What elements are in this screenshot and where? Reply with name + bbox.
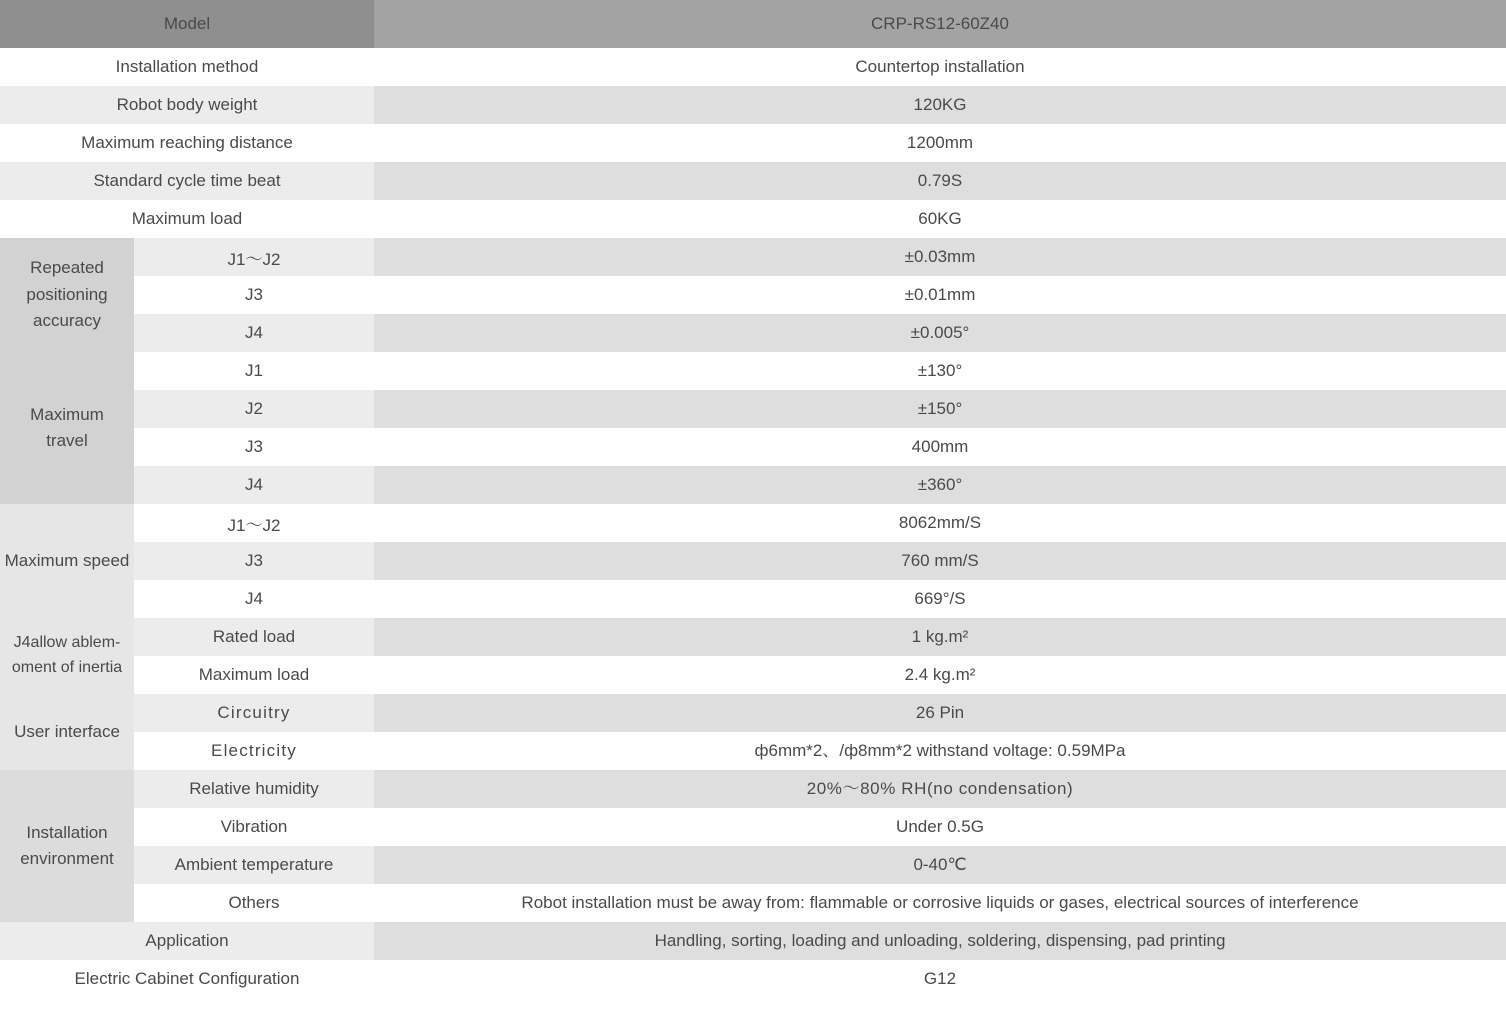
table-row: [0, 694, 1506, 732]
group-label-max-travel: [0, 352, 134, 504]
sub-value: Under 0.5G: [374, 808, 1506, 846]
row-label: Maximum reaching distance: [0, 124, 374, 162]
sub-value: ±0.01mm: [374, 276, 1506, 314]
sub-value: 1 kg.m²: [374, 618, 1506, 656]
group-line: travel: [46, 431, 88, 450]
sub-value: ±0.03mm: [374, 238, 1506, 276]
sub-label: J4: [134, 466, 374, 504]
row-value: 120KG: [374, 86, 1506, 124]
group-line: User interface: [14, 721, 120, 741]
table-row: [0, 276, 1506, 314]
row-value: Countertop installation: [374, 48, 1506, 86]
sub-label: Relative humidity: [134, 770, 374, 808]
table-row: [0, 542, 1506, 580]
table-row: [0, 124, 1506, 162]
table-row: [0, 86, 1506, 124]
row-value: 60KG: [374, 200, 1506, 238]
sub-value: 8062mm/S: [374, 504, 1506, 542]
group-line: Maximum: [30, 404, 104, 424]
sub-label: J3: [134, 542, 374, 580]
sub-value: ±0.005°: [374, 314, 1506, 352]
group-line: J4allow ablem-: [13, 634, 121, 652]
table-row: [0, 580, 1506, 618]
table-header-row: [0, 0, 1506, 48]
sub-value: 669°/S: [374, 580, 1506, 618]
sub-label: J2: [134, 390, 374, 428]
sub-label: J1～J2: [134, 504, 374, 542]
table-row: [0, 618, 1506, 656]
table-row: [0, 162, 1506, 200]
group-label-max-speed: [0, 504, 134, 618]
group-line: accuracy: [32, 311, 102, 331]
group-line: oment of inertia: [11, 659, 123, 676]
group-label-install-environment: [0, 770, 134, 922]
table-row: [0, 960, 1506, 998]
row-label: Robot body weight: [0, 86, 374, 124]
table-row: [0, 770, 1506, 808]
sub-value: 2.4 kg.m²: [374, 656, 1506, 694]
sub-label: J1～J2: [134, 238, 374, 276]
group-line: Repeated: [30, 258, 104, 278]
table-row: [0, 390, 1506, 428]
sub-value: 400mm: [374, 428, 1506, 466]
table-row: [0, 466, 1506, 504]
sub-value: ±360°: [374, 466, 1506, 504]
table-row: [0, 352, 1506, 390]
table-row: [0, 846, 1506, 884]
sub-value: 0-40℃: [374, 846, 1506, 884]
row-label: Electric Cabinet Configuration: [0, 960, 374, 998]
group-line: Maximum speed: [4, 550, 130, 570]
row-value: 1200mm: [374, 124, 1506, 162]
sub-label: J4: [134, 580, 374, 618]
sub-value: 760 mm/S: [374, 542, 1506, 580]
group-line: Installation: [26, 822, 108, 842]
table-row: [0, 504, 1506, 542]
row-value: G12: [374, 960, 1506, 998]
sub-label: Ambient temperature: [134, 846, 374, 884]
sub-label: J1: [134, 352, 374, 390]
row-value: Handling, sorting, loading and unloading, soldering, dispensing, pad printing: [374, 922, 1506, 960]
sub-value: 26 Pin: [374, 694, 1506, 732]
table-row: [0, 48, 1506, 86]
group-label-inertia: [0, 618, 134, 694]
row-label: Maximum load: [0, 200, 374, 238]
table-row: [0, 922, 1506, 960]
sub-value: ±130°: [374, 352, 1506, 390]
sub-label: J3: [134, 428, 374, 466]
table-row: [0, 238, 1506, 276]
sub-label: J4: [134, 314, 374, 352]
header-model-label: Model: [0, 0, 374, 48]
group-label-user-interface: [0, 694, 134, 770]
table-row: [0, 200, 1506, 238]
group-line: positioning: [26, 284, 108, 304]
sub-label: J3: [134, 276, 374, 314]
sub-label: Rated load: [134, 618, 374, 656]
sub-label: Electricity: [134, 732, 374, 770]
group-line: environment: [20, 849, 114, 868]
sub-value: ±150°: [374, 390, 1506, 428]
sub-value: 20%～80% RH(no condensation): [374, 770, 1506, 808]
row-label: Standard cycle time beat: [0, 162, 374, 200]
row-value: 0.79S: [374, 162, 1506, 200]
sub-value: Robot installation must be away from: flammable or corrosive liquids or gases, electrical sources of interference: [374, 884, 1506, 922]
row-label: Installation method: [0, 48, 374, 86]
sub-label: Maximum load: [134, 656, 374, 694]
table-row: [0, 884, 1506, 922]
table-row: [0, 808, 1506, 846]
sub-label: Vibration: [134, 808, 374, 846]
sub-value: ф6mm*2、/ф8mm*2 withstand voltage: 0.59MPa: [374, 732, 1506, 770]
group-label-repeat-accuracy: [0, 238, 134, 352]
header-model-value: CRP-RS12-60Z40: [374, 0, 1506, 48]
table-row: [0, 732, 1506, 770]
sub-label: Circuitry: [134, 694, 374, 732]
table-row: [0, 428, 1506, 466]
table-row: [0, 656, 1506, 694]
table-row: [0, 314, 1506, 352]
row-label: Application: [0, 922, 374, 960]
sub-label: Others: [134, 884, 374, 922]
